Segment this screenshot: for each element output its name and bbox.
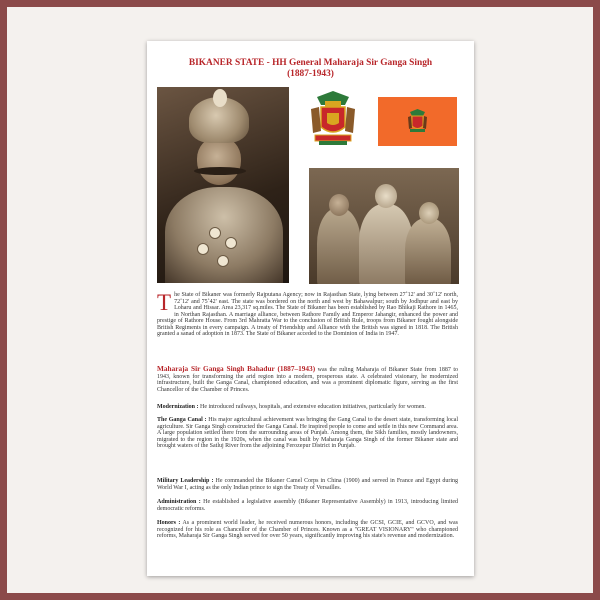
ruler-paragraph — [157, 366, 458, 393]
group-figure-left-head — [329, 194, 349, 216]
intro-paragraph — [157, 292, 458, 338]
portrait-turban-plume — [213, 89, 227, 107]
section-administration — [157, 499, 458, 512]
medal-icon — [225, 237, 237, 249]
maharaja-portrait-photo — [157, 87, 289, 283]
section-label: The Ganga Canal : — [157, 417, 207, 423]
medal-icon — [197, 243, 209, 255]
section-text: His major agricultural achievement was bringing the Gang Canal to the desert state, transforming local agriculture. Sir Ganga Singh constructed the Ganga Canal. He inspired people to come and settle in this new Command area. A large population settled there from the surrounding areas of Punjab. Among them, the Sikh families, mostly landowners, migrated to the region in the 1920s, when the canal was built by Maharaja Ganga Singh of the former Bikaner state and brought waters of the Satluj River from the adjoining Ferozepur District in Punjab. — [157, 417, 458, 449]
intro-dropcap: T — [157, 290, 172, 315]
bikaner-state-flag — [378, 97, 457, 146]
medal-icon — [217, 255, 229, 267]
section-honors — [157, 520, 458, 540]
section-label: Modernization : — [157, 404, 199, 410]
intro-text: he State of Bikaner was formerly Rajputana Agency; now in Rajasthan State, lying between 27˚12' and 30˚12' north, 72˚12' and 75˚42' east. The state was bordered on the north and west by Bahawalpur; south by Jodhpur and east by Loharu and Hissar. Area 23,317 sq.miles. The State of Bikaner has been established by Rao Bhikaji Rathore in 1465, in Northan Rajasthan. A marriage alliance, between Rathore Family and Emperor Jahangir, enhanced the power and prestige of Rathore House. From 3rd Mahratta War to the conclusion of British Rule, troops from Bikaner fought alongside British Regiments in every campaign. A treaty of Friendship and Alliance with the British was signed in 1818. The British granted a sanad of adoption in 1873. The State of Bikaner acceded to the Dominion of India in 1947. — [157, 292, 458, 337]
section-text: He introduced railways, hospitals, and extensive education initiatives, particularly for women. — [198, 404, 426, 410]
ruler-name: Maharaja Sir Ganga Singh Bahadur (1887–1943) — [157, 364, 316, 373]
section-label: Honors : — [157, 520, 181, 526]
poster-sheet — [147, 41, 474, 576]
flag-emblem-icon — [407, 108, 428, 134]
section-text: He established a legislative assembly (Bikaner Representative Assembly) in 1913, introducing limited democratic reforms. — [157, 499, 458, 512]
section-text: As a prominent world leader, he received numerous honors, including the GCSI, GCIE, and GCVO, and was recognized for his role as Chancellor of the Chamber of Princes. Known as a "GREAT VISIONARY" who championed reforms, Maharaja Sir Ganga Singh served for over 50 years, significantly improving his state's revenue and modernization. — [157, 520, 459, 539]
ruler-text: was the ruling Maharaja of Bikaner State from 1887 to 1943, known for transforming the arid region into a modern, prosperous state. A celebrated visionary, he modernized infrastructure, built the Ganga Canal, championed education, and was a prominent diplomatic figure, serving as the first Chancellor of the Chamber of Princes. — [157, 367, 458, 393]
poster-title — [147, 58, 474, 80]
bikaner-coat-of-arms-icon — [309, 87, 357, 149]
section-military-leadership — [157, 478, 458, 491]
portrait-uniform — [165, 187, 283, 283]
portrait-face — [197, 137, 241, 185]
title-line-1: BIKANER STATE - HH General Maharaja Sir Ganga Singh — [188, 58, 433, 68]
group-figure-right — [405, 218, 451, 284]
medal-icon — [209, 227, 221, 239]
section-text: He commanded the Bikaner Camel Corps in China (1900) and served in France and Egypt during World War I, acting as the only Indian prince to sign the Treaty of Versailles. — [157, 478, 459, 491]
portrait-moustache — [194, 167, 246, 175]
section-ganga-canal — [157, 417, 458, 450]
title-line-2: (1887-1943) — [287, 69, 334, 79]
section-modernization — [157, 404, 458, 411]
group-figure-right-head — [419, 202, 439, 224]
family-group-photo — [309, 168, 459, 284]
section-label: Administration : — [157, 499, 201, 505]
section-label: Military Leadership : — [157, 478, 214, 484]
group-figure-left — [317, 208, 361, 284]
group-figure-center-turban — [375, 184, 397, 208]
